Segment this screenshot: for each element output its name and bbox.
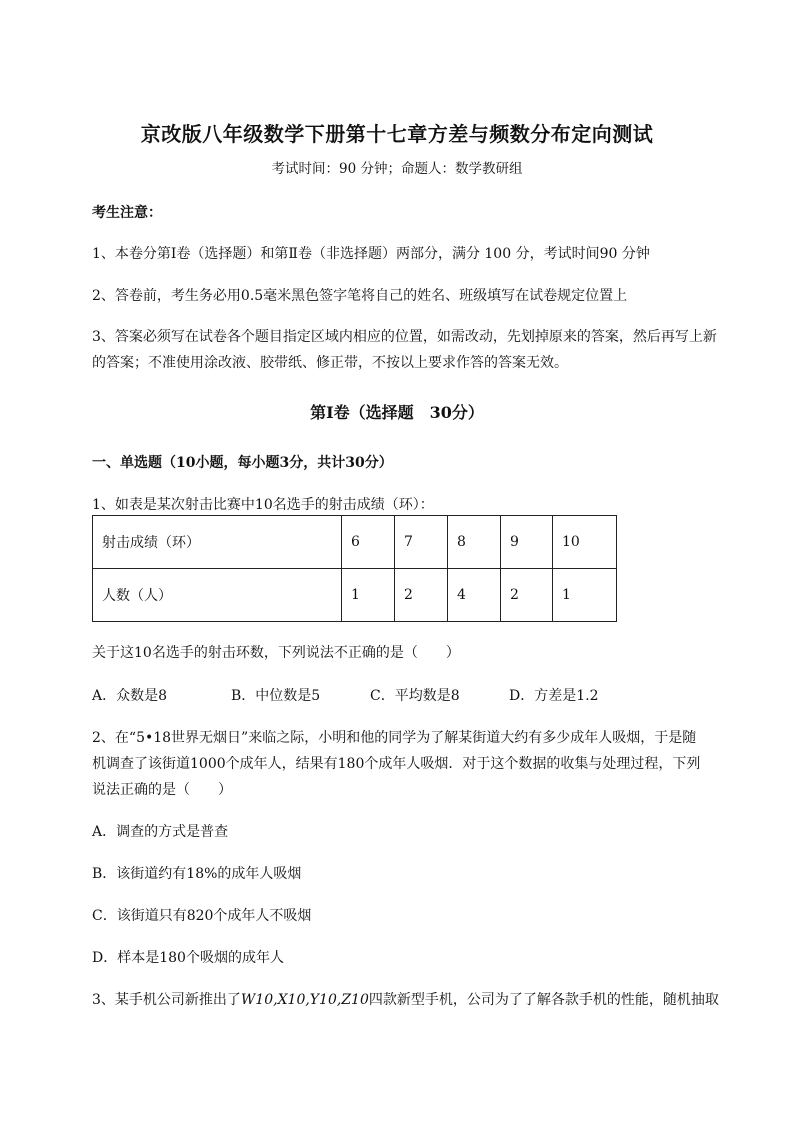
question-3-models: W10,X10,Y10,Z10	[240, 992, 369, 1008]
section-title: 第Ⅰ卷（选择题 30分）	[310, 403, 484, 422]
table-cell: 10	[553, 516, 617, 569]
table-cell: 1	[342, 569, 395, 622]
notice-item-2: 2、答卷前，考生务必用0.5毫米黑色签字笔将自己的姓名、班级填写在试卷规定位置上	[92, 288, 628, 304]
notice-heading: 考生注意：	[92, 205, 162, 221]
exam-title: 京改版八年级数学下册第十七章方差与频数分布定向测试	[140, 122, 654, 146]
notice-item-3-continued: 的答案；不准使用涂改液、胶带纸、修正带，不按以上要求作答的答案无效。	[92, 355, 568, 371]
question-1-option-a: A．众数是8	[92, 688, 168, 704]
score-table	[92, 515, 617, 622]
table-cell: 6	[342, 516, 395, 569]
question-2-option-d: D．样本是180个吸烟的成年人	[92, 950, 284, 966]
table-cell: 4	[448, 569, 501, 622]
question-1-option-b: B．中位数是5	[231, 688, 321, 704]
question-2-line-2: 机调查了该街道1000个成年人，结果有180个成年人吸烟．对于这个数据的收集与处理过程，下列	[92, 756, 701, 772]
question-1-text: 关于这10名选手的射击环数，下列说法不正确的是（ ）	[92, 645, 460, 661]
table-cell: 2	[395, 569, 448, 622]
question-1-option-c: C．平均数是8	[370, 688, 460, 704]
question-2-option-b: B．该街道约有18%的成年人吸烟	[92, 866, 302, 882]
table-cell: 7	[395, 516, 448, 569]
table-cell: 射击成绩（环）	[93, 516, 342, 569]
table-cell: 2	[501, 569, 553, 622]
question-3-suffix: 四款新型手机，公司为了了解各款手机的性能，随机抽取	[368, 992, 719, 1008]
table-row	[93, 516, 617, 569]
exam-subtitle: 考试时间：90 分钟；命题人：数学教研组	[271, 161, 523, 177]
question-1-stem: 1、如表是某次射击比赛中10名选手的射击成绩（环）：	[92, 497, 434, 513]
notice-item-3: 3、答案必须写在试卷各个题目指定区域内相应的位置，如需改动，先划掉原来的答案，然后再写上新	[92, 329, 717, 345]
table-row	[93, 569, 617, 622]
table-cell: 9	[501, 516, 553, 569]
question-2-option-c: C．该街道只有820个成年人不吸烟	[92, 908, 312, 924]
part-heading: 一、单选题（10小题，每小题3分，共计30分）	[92, 455, 393, 471]
table-cell: 人数（人）	[93, 569, 342, 622]
question-1-option-d: D．方差是1.2	[509, 688, 599, 704]
question-2-option-a: A．调查的方式是普查	[92, 824, 229, 840]
table-cell: 8	[448, 516, 501, 569]
question-3-line-1	[92, 989, 719, 1009]
question-2-line-3: 说法正确的是（ ）	[92, 782, 232, 798]
question-2-line-1: 2、在“5•18世界无烟日”来临之际，小明和他的同学为了解某街道大约有多少成年人吸烟，于是随	[92, 730, 697, 746]
table-cell: 1	[553, 569, 617, 622]
question-3-prefix: 3、某手机公司新推出了	[92, 992, 241, 1008]
notice-item-1: 1、本卷分第Ⅰ卷（选择题）和第Ⅱ卷（非选择题）两部分，满分 100 分，考试时间90 分钟	[92, 246, 650, 262]
